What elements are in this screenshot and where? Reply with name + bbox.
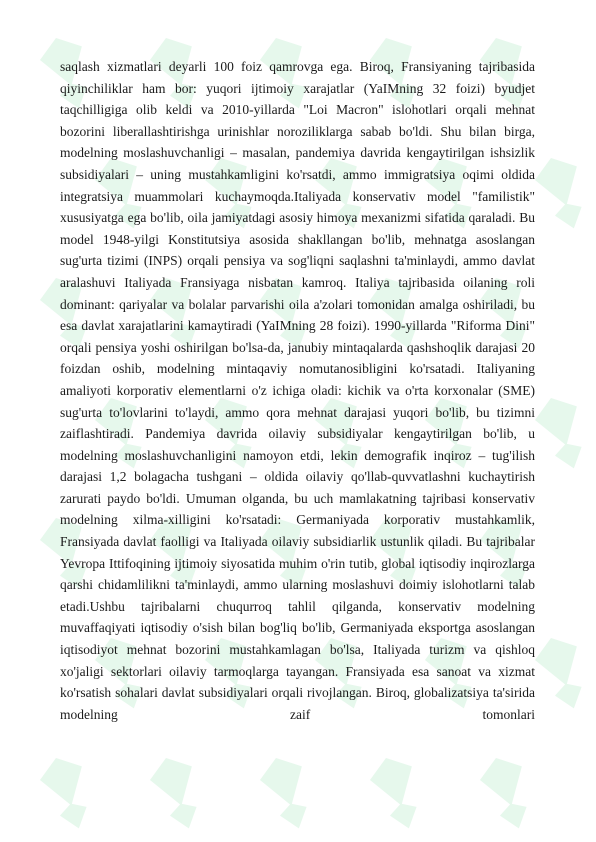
watermark-mark bbox=[475, 751, 540, 835]
watermark-mark bbox=[530, 391, 595, 475]
document-body-text: saqlash xizmatlari deyarli 100 foiz qamrovga ega. Biroq, Fransiyaning tajribasida qiyinchiliklar ham bor: yuqori ijtimoiy xarajatlar (YaIMning 32 foizi) byudjet taqchilligiga olib keldi va 2010-yillarda "Loi Macron" islohotlari orqali mehnat bozorini liberallashtirishga urinishlar noroziliklarga sabab bo'ldi. Shu bilan birga, modelning moslashuvchanligi – masalan, pandemiya davrida kengaytirilgan ishsizlik subsidiyalari – uning mustahkamligini ko'rsatdi, ammo immigratsiya oqimi oldida integratsiya muammolari kuchaymoqda.Italiyada konservativ model "familistik" xususiyatga ega bo'lib, oila jamiyatdagi asosiy himoya mexanizmi sifatida qaraladi. Bu model 1948-yilgi Konstitutsiya asosida shakllangan bo'lib, mehnatga asoslangan sug'urta tizimi (INPS) orqali pensiya va sog'liqni saqlashni ta'minlaydi, ammo davlat aralashuvi Italiyada Fransiyaga nisbatan kamroq. Italiya tajribasida oilaning roli dominant: qariyalar va bolalar parvarishi oila a'zolari tomonidan amalga oshiriladi, bu esa davlat xarajatlarini kamaytiradi (YaIMning 28 foizi). 1990-yillarda "Riforma Dini" orqali pensiya yoshi oshirilgan bo'lsa-da, janubiy mintaqalarda qashshoqlik darajasi 20 foizdan oshib, modelning mintaqaviy nomutanosibligini ko'rsatadi. Italiyaning amaliyoti korporativ elementlarni o'z ichiga oladi: kichik va o'rta korxonalar (SME) sug'urta to'lovlarini to'laydi, ammo qora mehnat darajasi yuqori bo'lib, bu tizimni zaiflashtiradi. Pandemiya davrida oilaviy subsidiyalar kengaytirilgan bo'lib, u modelning moslashuvchanligini namoyon etdi, lekin demografik inqiroz – tug'ilish darajasi 1,2 bolagacha tushgani – oldida oilaviy qo'llab-quvvatlashni kuchaytirish zarurati paydo bo'ldi. Umuman olganda, bu uch mamlakatning tajribasi konservativ modelning xilma-xilligini ko'rsatadi: Germaniyada korporativ mustahkamlik, Fransiyada davlat faolligi va Italiyada oilaviy subsidiarlik ustunlik qiladi. Bu tajribalar Yevropa Ittifoqining ijtimoiy siyosatida muhim o'rin tutib, global iqtisodiy inqirozlarga qarshi chidamlilikni ta'minlaydi, ammo ularning moslashuvi doimiy islohotlarni talab etadi.Ushbu tajribalarni chuqurroq tahlil qilganda, konservativ modelning muvaffaqiyati iqtisodiy o'sish bilan bog'liq bo'lib, Germaniyada eksportga asoslangan iqtisodiyot mehnat bozorini mustahkamlagan bo'lsa, Italiyada turizm va qishloq xo'jaligi sektorlari oilaviy tarmoqlarga tayangan. Fransiyada esa sanoat va xizmat ko'rsatish sohalari davlat subsidiyalari orqali rivojlangan. Biroq, globalizatsiya ta'sirida modelning zaif tomonlari bbox=[60, 59, 535, 722]
watermark-mark bbox=[365, 751, 430, 835]
watermark-mark bbox=[145, 751, 210, 835]
watermark-mark bbox=[530, 151, 595, 235]
watermark-mark bbox=[35, 751, 100, 835]
watermark-mark bbox=[530, 631, 595, 715]
watermark-mark bbox=[255, 751, 320, 835]
